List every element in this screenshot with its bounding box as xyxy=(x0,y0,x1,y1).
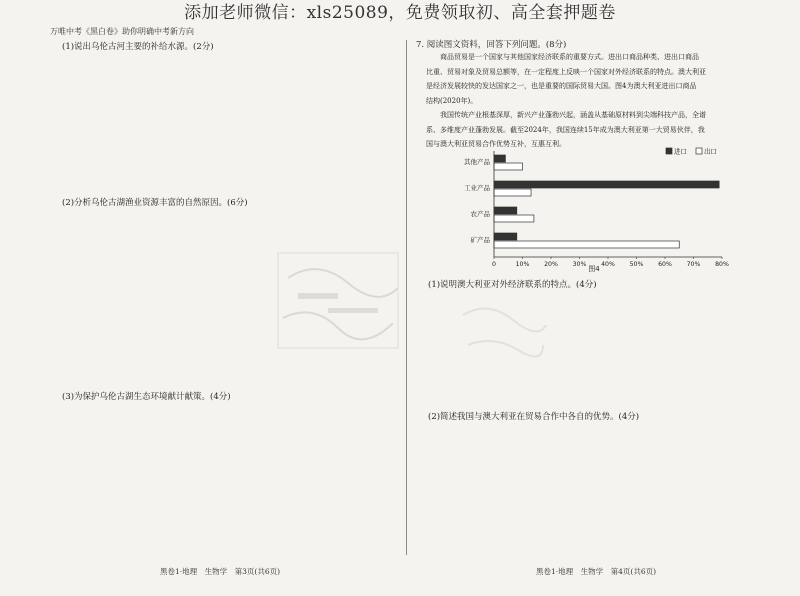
bar-import xyxy=(494,155,505,162)
bar-export xyxy=(494,189,531,196)
paragraph-line: 商品贸易是一个国家与其他国家经济联系的重要方式。进出口商品种类、进出口商品 xyxy=(426,53,699,61)
bar-import xyxy=(494,207,517,214)
bar-export xyxy=(494,241,679,248)
x-tick-label: 10% xyxy=(515,261,530,268)
page-header: 万唯中考《黑白卷》助你明确中考新方向 xyxy=(50,27,194,36)
category-label: 其他产品 xyxy=(464,158,490,166)
legend-swatch xyxy=(666,148,672,154)
watermark-banner: 添加老师微信：xls25089，免费领取初、高全套押题卷 xyxy=(184,3,616,23)
question-7-title: 7. 阅读图文资料，回答下列问题。(8分) xyxy=(416,40,567,50)
question-7-2: (2)简述我国与澳大利亚在贸易合作中各自的优势。(4分) xyxy=(428,412,640,422)
paragraph-line: 我国传统产业根基深厚，新兴产业蓬勃兴起，涵盖从基础原材料到尖端科技产品，全谱 xyxy=(426,111,706,119)
legend-swatch xyxy=(696,148,702,154)
question-1: (1)说出乌伦古河主要的补给水源。(2分) xyxy=(62,42,214,52)
paragraph-line: 系、多维度产业蓬勃发展。截至2024年，我国连续15年成为澳大利亚第一大贸易伙伴，我 xyxy=(426,125,705,134)
x-tick-label: 30% xyxy=(572,261,587,268)
page-divider xyxy=(406,40,407,555)
bar-export xyxy=(494,215,534,222)
x-tick-label: 60% xyxy=(658,261,672,268)
page-footer-right: 黑卷1·地理 生物学 第4页(共6页) xyxy=(536,567,657,576)
question-3: (3)为保护乌伦古湖生态环境献计献策。(4分) xyxy=(62,392,231,402)
bar-import xyxy=(494,233,517,240)
category-label: 农产品 xyxy=(470,210,490,218)
x-tick-label: 70% xyxy=(686,261,701,268)
paragraph-line: 是经济发展较快的发达国家之一，也是重要的国际贸易大国。图4为澳大利亚进出口商品 xyxy=(426,82,697,90)
bar-export xyxy=(494,163,523,170)
chart-x-axis xyxy=(492,151,729,268)
paragraph-line: 比重、贸易对象及贸易总额等，在一定程度上反映一个国家对外经济联系的特点。澳大利亚 xyxy=(426,67,706,76)
bleed-through-map-image xyxy=(268,248,408,358)
x-tick-label: 20% xyxy=(544,261,558,268)
paragraph-line: 国与澳大利亚贸易合作优势互补，互惠互利。 xyxy=(426,140,566,148)
trade-structure-chart xyxy=(440,145,750,273)
bar-import xyxy=(494,181,719,188)
legend-label: 出口 xyxy=(704,147,717,156)
x-tick-label: 50% xyxy=(629,261,644,268)
x-tick-label: 40% xyxy=(601,261,615,268)
category-label: 工业产品 xyxy=(464,184,490,192)
x-tick-label: 80% xyxy=(715,261,729,268)
chart-bars xyxy=(494,155,719,248)
legend-label: 进口 xyxy=(674,147,687,156)
figure-caption: 图4 xyxy=(588,265,600,273)
material-paragraph-1 xyxy=(426,50,706,108)
x-tick-label: 0 xyxy=(492,261,496,268)
chart-category-labels xyxy=(464,157,491,244)
question-7-1: (1)说明澳大利亚对外经济联系的特点。(4分) xyxy=(428,280,597,290)
page-footer-left: 黑卷1·地理 生物学 第3页(共6页) xyxy=(160,567,281,576)
question-2: (2)分析乌伦古湖渔业资源丰富的自然原因。(6分) xyxy=(62,198,248,208)
chart-legend xyxy=(666,147,717,156)
category-label: 矿产品 xyxy=(470,236,490,244)
bleed-through-map-image xyxy=(458,295,548,365)
paragraph-line: 结构(2020年)。 xyxy=(426,96,478,105)
